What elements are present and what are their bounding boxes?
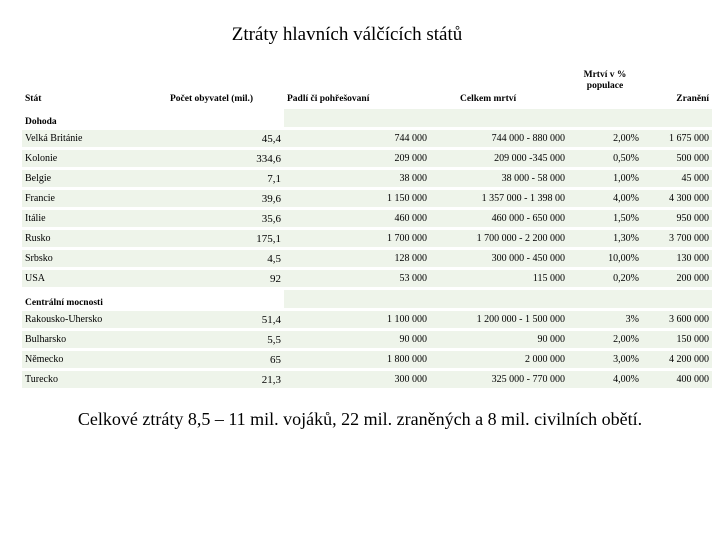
state-cell: Srbsko <box>22 250 167 267</box>
state-cell: USA <box>22 270 167 287</box>
dead-percent-cell: 2,00% <box>568 331 642 348</box>
dead-percent-cell: 2,00% <box>568 130 642 147</box>
state-cell: Itálie <box>22 210 167 227</box>
table-row <box>22 230 712 247</box>
group-row <box>22 109 712 127</box>
dead-percent-cell: 0,50% <box>568 150 642 167</box>
state-cell: Belgie <box>22 170 167 187</box>
table-row <box>22 210 712 227</box>
total-dead-cell: 38 000 - 58 000 <box>430 170 568 187</box>
wounded-cell: 3 700 000 <box>642 230 712 247</box>
mobilized-cell: 744 000 <box>284 130 430 147</box>
population-cell: 65 <box>167 351 284 368</box>
wounded-cell: 3 600 000 <box>642 311 712 328</box>
dead-percent-cell: 0,20% <box>568 270 642 287</box>
dead-percent-cell: 1,30% <box>568 230 642 247</box>
total-dead-cell: 744 000 - 880 000 <box>430 130 568 147</box>
table-row <box>22 130 712 147</box>
header-dead-percent: Mrtví v % populace <box>568 54 642 106</box>
population-cell: 45,4 <box>167 130 284 147</box>
wounded-cell: 200 000 <box>642 270 712 287</box>
group-label: Dohoda <box>22 109 284 127</box>
wounded-cell: 400 000 <box>642 371 712 388</box>
total-dead-cell: 300 000 - 450 000 <box>430 250 568 267</box>
total-dead-cell: 1 200 000 - 1 500 000 <box>430 311 568 328</box>
wounded-cell: 130 000 <box>642 250 712 267</box>
wounded-cell: 500 000 <box>642 150 712 167</box>
total-dead-cell: 115 000 <box>430 270 568 287</box>
total-dead-cell: 209 000 -345 000 <box>430 150 568 167</box>
wounded-cell: 4 300 000 <box>642 190 712 207</box>
group-label: Centrální mocnosti <box>22 290 284 308</box>
dead-percent-cell: 1,50% <box>568 210 642 227</box>
state-cell: Bulharsko <box>22 331 167 348</box>
summary-text: Celkové ztráty 8,5 – 11 mil. vojáků, 22 mil. zraněných a 8 mil. civilních obětí. <box>77 409 643 429</box>
table-row <box>22 371 712 388</box>
wounded-cell: 150 000 <box>642 331 712 348</box>
population-cell: 21,3 <box>167 371 284 388</box>
state-cell: Francie <box>22 190 167 207</box>
population-cell: 334,6 <box>167 150 284 167</box>
population-cell: 92 <box>167 270 284 287</box>
table-row <box>22 190 712 207</box>
mobilized-cell: 460 000 <box>284 210 430 227</box>
state-cell: Rakousko-Uhersko <box>22 311 167 328</box>
header-total-dead: Celkem mrtví <box>430 54 568 106</box>
total-dead-cell: 460 000 - 650 000 <box>430 210 568 227</box>
population-cell: 35,6 <box>167 210 284 227</box>
table-row <box>22 331 712 348</box>
header-wounded: Zranění <box>642 54 712 106</box>
dead-percent-cell: 4,00% <box>568 190 642 207</box>
group-row <box>22 290 712 308</box>
mobilized-cell: 1 800 000 <box>284 351 430 368</box>
state-cell: Německo <box>22 351 167 368</box>
dead-percent-cell: 3% <box>568 311 642 328</box>
mobilized-cell: 1 100 000 <box>284 311 430 328</box>
wounded-cell: 45 000 <box>642 170 712 187</box>
losses-table <box>22 51 712 391</box>
population-cell: 39,6 <box>167 190 284 207</box>
table-row <box>22 311 712 328</box>
total-dead-cell: 1 357 000 - 1 398 00 <box>430 190 568 207</box>
population-cell: 7,1 <box>167 170 284 187</box>
page-title: Ztráty hlavních válčících států <box>231 24 463 45</box>
total-dead-cell: 1 700 000 - 2 200 000 <box>430 230 568 247</box>
population-cell: 175,1 <box>167 230 284 247</box>
mobilized-cell: 300 000 <box>284 371 430 388</box>
table-row <box>22 250 712 267</box>
dead-percent-cell: 3,00% <box>568 351 642 368</box>
total-dead-cell: 2 000 000 <box>430 351 568 368</box>
population-cell: 51,4 <box>167 311 284 328</box>
group-row-fill <box>284 109 712 127</box>
mobilized-cell: 1 700 000 <box>284 230 430 247</box>
table-row <box>22 270 712 287</box>
state-cell: Kolonie <box>22 150 167 167</box>
mobilized-cell: 90 000 <box>284 331 430 348</box>
total-dead-cell: 325 000 - 770 000 <box>430 371 568 388</box>
mobilized-cell: 38 000 <box>284 170 430 187</box>
header-mobilized: Padlí či pohřešovaní <box>284 54 430 106</box>
table-row <box>22 150 712 167</box>
header-state: Stát <box>22 54 167 106</box>
dead-percent-cell: 4,00% <box>568 371 642 388</box>
table-row <box>22 351 712 368</box>
wounded-cell: 4 200 000 <box>642 351 712 368</box>
header-population: Počet obyvatel (mil.) <box>167 54 284 106</box>
state-cell: Turecko <box>22 371 167 388</box>
mobilized-cell: 209 000 <box>284 150 430 167</box>
state-cell: Rusko <box>22 230 167 247</box>
population-cell: 5,5 <box>167 331 284 348</box>
table-row <box>22 170 712 187</box>
population-cell: 4,5 <box>167 250 284 267</box>
dead-percent-cell: 10,00% <box>568 250 642 267</box>
wounded-cell: 950 000 <box>642 210 712 227</box>
mobilized-cell: 1 150 000 <box>284 190 430 207</box>
table-body <box>22 109 712 388</box>
mobilized-cell: 128 000 <box>284 250 430 267</box>
total-dead-cell: 90 000 <box>430 331 568 348</box>
wounded-cell: 1 675 000 <box>642 130 712 147</box>
header-row <box>22 54 712 106</box>
dead-percent-cell: 1,00% <box>568 170 642 187</box>
mobilized-cell: 53 000 <box>284 270 430 287</box>
group-row-fill <box>284 290 712 308</box>
state-cell: Velká Británie <box>22 130 167 147</box>
